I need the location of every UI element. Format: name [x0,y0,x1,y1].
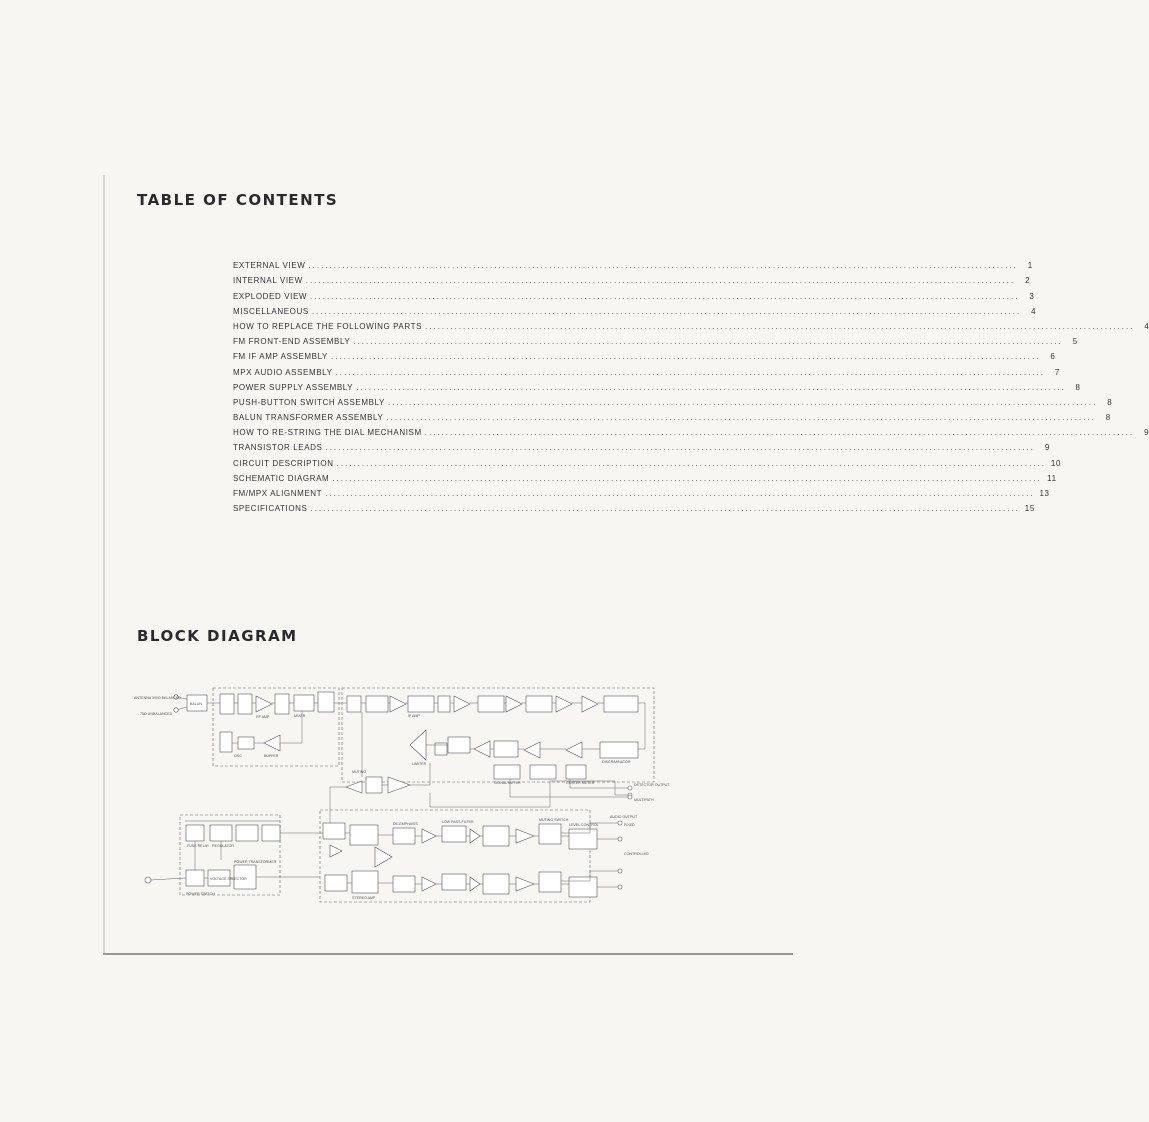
discriminator-block [600,742,638,758]
regulator-block-1 [210,825,232,841]
if-amp-triangle-5 [582,696,598,712]
power-switch-block [186,870,204,886]
toc-entry [233,452,1061,468]
toc-entry [233,346,1056,362]
toc-entry [233,316,1149,331]
diagram-label-mixer: MIXER [294,714,306,718]
toc-entry-label: FM FRONT-END ASSEMBLY [233,337,351,347]
if-filter-block-2 [478,696,504,712]
toc-entry-label: SPECIFICATIONS [233,504,308,514]
if-block-3 [438,696,450,712]
if-amp-triangle-6 [474,741,490,757]
bottom-rule [103,953,793,955]
power-switch-muting-block [262,825,280,841]
fixed-output-r [618,869,622,873]
toc-entry [233,285,1035,301]
ceramic-filter-block [318,692,334,712]
amp-l [516,829,534,843]
multipath-jack-2 [628,795,632,799]
toc-entry-label: MPX AUDIO ASSEMBLY [233,367,333,377]
toc-leader-dots [332,474,1041,483]
rf-coil-block-3 [275,694,289,714]
toc-entry-page: 15 [1024,504,1035,514]
buffer-l [470,829,480,843]
diagram-label-fixed: FIXED [624,823,635,827]
diagram-label-muting: MUTING [352,770,367,774]
diagram-label-antenna-balanced: ANTENNA 300Ω BALANCED [134,696,182,700]
diagram-label-rf-amp: RF AMP [256,715,270,719]
mpx-block-3 [325,875,347,891]
toc-entry [233,407,1111,423]
diagram-label-stereo-amp: STEREO AMP [352,896,376,900]
diagram-label-multipath: MULTIPATH [634,798,654,802]
toc-entry-label: TRANSISTOR LEADS [233,443,323,453]
diagram-label-if-amp: IF AMP [408,714,420,718]
mpx-block-2 [350,825,378,845]
if-amp-triangle-4 [556,696,572,712]
muting-switch-l [539,824,561,844]
antenna-terminal-75 [174,708,178,712]
diagram-label-fuse-relay: FUSE RELAY [187,844,210,848]
toc-entry [233,301,1037,316]
multipath-meter [530,765,556,779]
toc-entry-label: SCHEMATIC DIAGRAM [233,473,330,483]
toc-entry-page: 13 [1039,489,1050,498]
block-diagram [130,685,670,905]
toc-entry [233,331,1078,347]
toc-entry-label: HOW TO RE-STRING THE DIAL MECHANISM [233,428,422,438]
diagram-label-power-switch: POWER SWITCH [186,892,215,896]
toc-entry-label: HOW TO REPLACE THE FOLLOWING PARTS [233,321,423,331]
toc-leader-dots [308,261,1017,270]
toc-leader-dots [336,368,1045,377]
toc-entry-label: PUSH-BUTTON SWITCH ASSEMBLY [233,397,385,407]
diagram-label-limiter: LIMITER [412,762,427,766]
toc-leader-dots [388,398,1097,407]
ac-plug [145,877,151,883]
if-amp-triangle-2 [454,696,470,712]
toc-leader-dots [386,413,1095,422]
toc-entry-label: FM/MPX ALIGNMENT [233,489,323,498]
limiter-triangle [410,730,426,760]
deemphasis-l [393,828,415,844]
toc-entry [233,422,1149,438]
toc-leader-dots [353,337,1062,346]
if-filter-block-3 [526,696,552,712]
toc-entry-page: 4 [1031,306,1037,316]
diagram-label-discriminator: DISCRIMINATOR [602,760,631,764]
if-block-1 [347,696,361,712]
diagram-label-lowpass-filter: LOW PASS FILTER [442,820,474,824]
muting-amp-triangle [388,777,410,793]
toc-leader-dots [425,428,1134,437]
diagram-label-signal-meter: SIGNAL METER [494,781,521,785]
toc-entry-page: 2 [1025,276,1031,286]
buffer-triangle-2 [346,781,362,793]
mixer-block [294,695,314,711]
decoder-amp [375,847,392,867]
toc-entry [233,498,1035,514]
stereo-amp-block [352,871,378,893]
filter-l [483,826,509,846]
toc-entry-page: 6 [1050,352,1056,362]
toc-leader-dots [425,322,1134,331]
diagram-label-deemphasis: DE-EMPHASIS [393,822,418,826]
level-control-l [569,829,597,849]
diagram-label-detector-output: DETECTOR OUTPUT [634,783,670,787]
toc-entry-page: 7 [1054,367,1060,377]
toc-entry-label: FM IF AMP ASSEMBLY [233,352,328,362]
toc-entry-page: 4 [1144,321,1149,331]
toc-entry-label: POWER SUPPLY ASSEMBLY [233,382,354,392]
toc-leader-dots [337,459,1046,468]
diagram-label-level-control: LEVEL CONTROL [569,823,599,827]
diagram-label-antenna-unbalanced: 75Ω UNBALANCED [140,712,173,716]
toc-entry [233,255,1033,271]
toc-entry-page: 8 [1075,382,1081,392]
toc-entry [233,437,1050,453]
toc-entry-page: 8 [1107,397,1113,407]
toc-heading: TABLE OF CONTENTS [137,191,339,209]
rf-coil-block-2 [238,694,252,714]
regulator-block-2 [236,825,258,841]
muting-switch-r [539,872,561,892]
toc-entry-label: MISCELLANEOUS [233,306,309,316]
rf-amp-triangle [256,696,272,712]
toc-leader-dots [312,307,1021,316]
toc-leader-dots [306,276,1015,285]
toc-entry-page: 9 [1044,443,1050,453]
toc-entry-label: EXPLODED VIEW [233,291,308,301]
toc-entry-page: 5 [1072,337,1078,347]
audio-amp-r [422,877,436,891]
if-amp-triangle-7 [524,742,540,758]
toc-entry-label: EXTERNAL VIEW [233,261,306,271]
diagram-label-buffer: BUFFER [264,754,279,758]
if-amp-triangle-8 [566,742,582,758]
toc-entry [233,361,1060,377]
input-amp [330,845,342,857]
lowpass-filter-l [442,826,466,842]
toc-entry-label: CIRCUIT DESCRIPTION [233,458,334,468]
toc-entry [233,468,1057,483]
toc-leader-dots [325,443,1034,452]
amplitude-detector-block [448,737,470,753]
toc-entry [233,270,1031,286]
fixed-output-l [618,821,622,825]
detector-output-jack [628,786,632,790]
osc-block [238,737,254,749]
deemphasis-r [393,876,415,892]
diagram-label-controlled: CONTROLLED [624,852,649,856]
amp-r [516,877,534,891]
center-meter [566,765,586,779]
diagram-label-voltage-selector: VOLTAGE SELECTOR [210,877,247,881]
toc-leader-dots [331,352,1040,361]
controlled-output-r [618,885,622,889]
if-filter-block [408,696,434,712]
signal-meter [494,765,520,779]
toc-leader-dots [325,489,1034,498]
diagram-label-balun: BALUN [190,702,202,706]
toc-leader-dots [356,383,1065,392]
rf-coil-block [220,694,234,714]
toc-entry-page: 10 [1050,458,1061,468]
filter-r [483,874,509,894]
toc-entry [233,392,1113,407]
lowpass-filter-r [442,874,466,890]
osc-coil-block [220,732,232,752]
toc-entry-page: 8 [1105,413,1111,423]
block-diagram-heading: BLOCK DIAGRAM [137,627,298,645]
if-amp-triangle-1 [390,696,406,712]
fuse-relay-block [186,825,204,841]
diagram-label-muting-switch: MUTING SWITCH [539,818,569,822]
diagram-label-center-meter: CENTER METER [566,781,595,785]
diagram-label-audio-output: AUDIO OUTPUT [610,815,638,819]
if-amp-triangle-3 [506,696,522,712]
mpx-block-1 [323,823,345,839]
page-edge-shadow [103,175,105,955]
audio-amp-l [422,829,436,843]
diagram-label-osc: OSC [234,754,242,758]
toc-leader-dots [310,292,1019,301]
buffer-triangle [264,735,280,751]
toc-entry [233,377,1081,392]
toc-entry [233,483,1050,498]
toc-leader-dots [310,504,1019,513]
buffer-r [470,877,480,891]
toc-entry-label: INTERNAL VIEW [233,276,303,286]
toc-entry-page: 3 [1029,291,1035,301]
limiter-detector-block [494,741,518,757]
level-control-r [569,877,597,897]
controlled-output-l [618,837,622,841]
toc-entry-page: 9 [1144,428,1149,438]
toc-list [233,255,1149,514]
toc-entry-label: BALUN TRANSFORMER ASSEMBLY [233,413,384,423]
toc-entry-page: 1 [1027,261,1033,271]
toc-entry-page: 11 [1047,473,1057,483]
diagram-label-power-transformer: POWER TRANSFORMER [234,860,277,864]
if-block-2 [366,696,388,712]
diagram-label-regulator: REGULATOR [212,844,235,848]
matching-block [604,696,638,712]
switch-block [366,777,382,793]
